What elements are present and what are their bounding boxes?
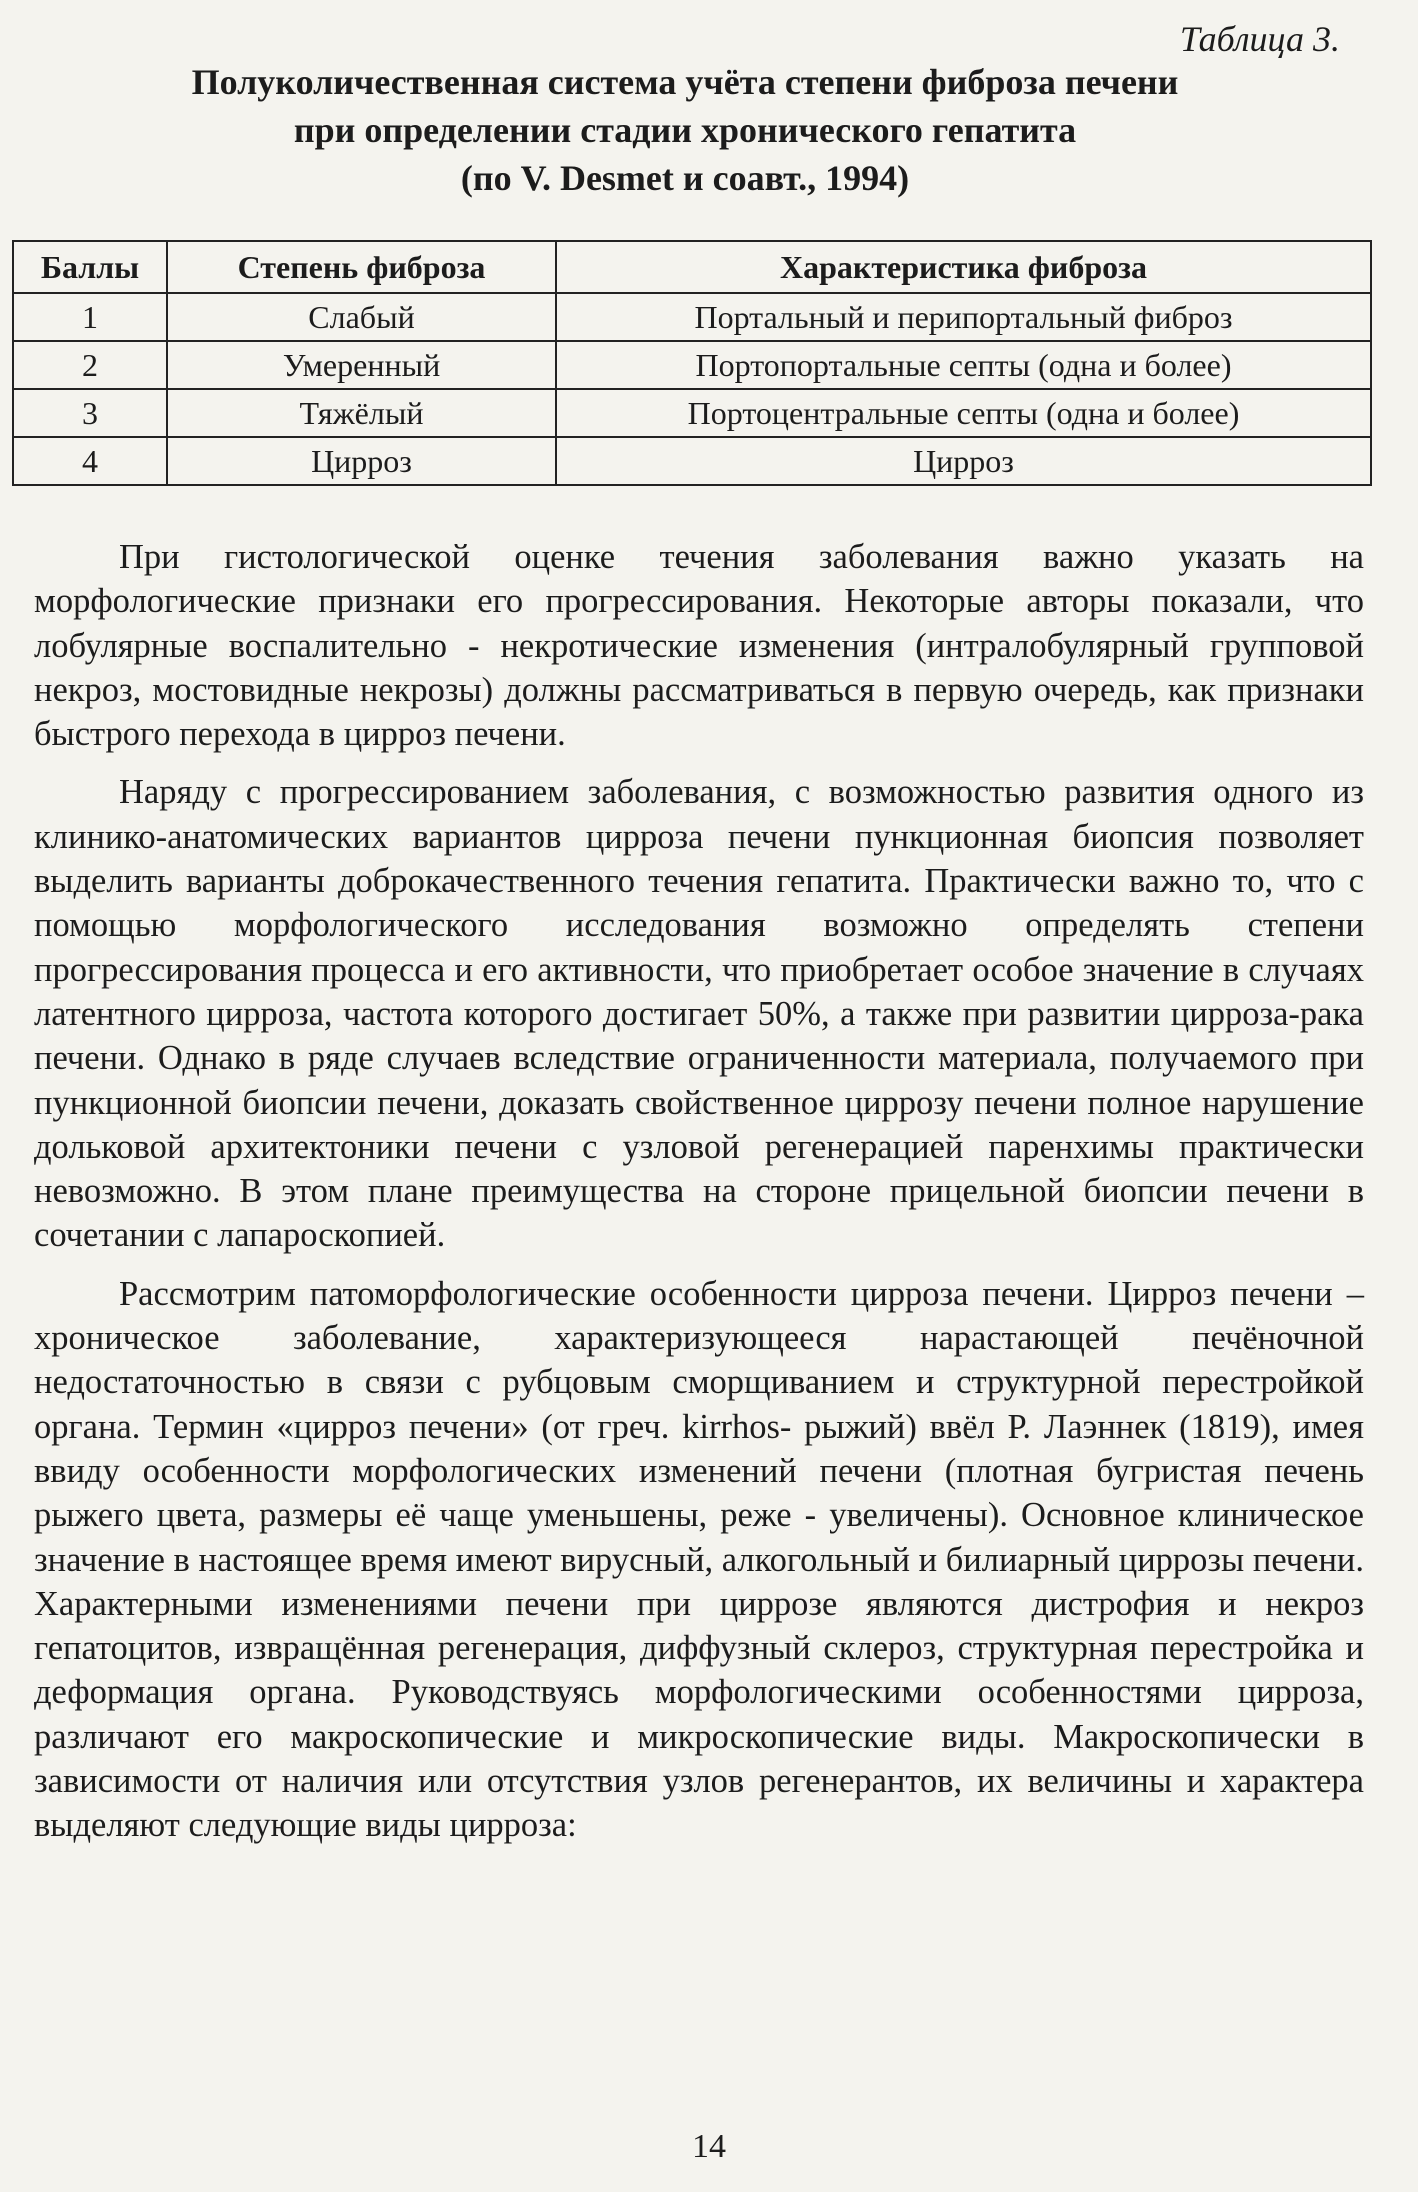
header-score: Баллы xyxy=(13,241,167,293)
fibrosis-table xyxy=(12,240,1372,486)
header-degree: Степень фиброза xyxy=(167,241,556,293)
cell-degree: Умеренный xyxy=(167,341,556,389)
cell-score: 4 xyxy=(13,437,167,485)
cell-degree: Слабый xyxy=(167,293,556,341)
cell-characteristic: Портальный и перипортальный фиброз xyxy=(556,293,1371,341)
cell-degree: Тяжёлый xyxy=(167,389,556,437)
title-line: Полуколичественная система учёта степени фиброза печени xyxy=(191,62,1179,102)
paragraph: Рассмотрим патоморфологические особенности цирроза печени. Цирроз печени – хроническое заболевание, характеризующееся нарастающей печёночной недостаточностью в связи с рубцовым сморщиванием и структурной перестройкой органа. Термин «цирроз печени» (от греч. kirrhos- рыжий) ввёл Р. Лаэннек (1819), имея ввиду особенности морфологических изменений печени (плотная бугристая печень рыжего цвета, размеры её чаще уменьшены, реже - увеличены). Основное клиническое значение в настоящее время имеют вирусный, алкогольный и билиарный циррозы печени. Характерными изменениями печени при циррозе являются дистрофия и некроз гепатоцитов, извращённая регенерация, диффузный склероз, структурная перестройка и деформация органа. Руководствуясь морфологическими особенностями цирроза, различают его макроскопические и микроскопические виды. Макроскопически в зависимости от наличия или отсутствия узлов регенерантов, их величины и характера выделяют следующие виды цирроза: xyxy=(34,1274,1364,1845)
cell-degree: Цирроз xyxy=(167,437,556,485)
cell-score: 1 xyxy=(13,293,167,341)
cell-characteristic: Портоцентральные септы (одна и более) xyxy=(556,389,1371,437)
cell-score: 3 xyxy=(13,389,167,437)
cell-characteristic: Портопортальные септы (одна и более) xyxy=(556,341,1371,389)
table-label: Таблица 3. xyxy=(1179,19,1340,59)
table-header-row xyxy=(13,241,1371,293)
header-characteristic: Характеристика фиброза xyxy=(556,241,1371,293)
table-row xyxy=(13,293,1371,341)
table-row xyxy=(13,389,1371,437)
title-line: при определении стадии хронического гепатита xyxy=(293,110,1077,150)
table-title xyxy=(60,58,1310,202)
paragraph: При гистологической оценке течения заболевания важно указать на морфологические признаки его прогрессирования. Некоторые авторы показали, что лобулярные воспалительно - некротические изменения (интралобулярный групповой некроз, мостовидные некрозы) должны рассматриваться в первую очередь, как признаки быстрого перехода в цирроз печени. xyxy=(34,538,1364,754)
paragraph: Наряду с прогрессированием заболевания, с возможностью развития одного из клинико-анатомических вариантов цирроза печени пункционная биопсия позволяет выделить варианты доброкачественного течения гепатита. Практически важно то, что с помощью морфологического исследования возможно определять степени прогрессирования процесса и его активности, что приобретает особое значение в случаях латентного цирроза, частота которого достигает 50%, а также при развитии цирроза-рака печени. Однако в ряде случаев вследствие ограниченности материала, получаемого при пункционной биопсии печени, доказать свойственное циррозу печени полное нарушение дольковой архитектоники печени с узловой регенерацией паренхимы практически невозможно. В этом плане преимущества на стороне прицельной биопсии печени в сочетании с лапароскопией. xyxy=(34,773,1364,1255)
table-row xyxy=(13,341,1371,389)
title-line: (по V. Desmet и соавт., 1994) xyxy=(460,158,910,198)
cell-score: 2 xyxy=(13,341,167,389)
cell-characteristic: Цирроз xyxy=(556,437,1371,485)
table-row xyxy=(13,437,1371,485)
body-text xyxy=(34,535,1364,1862)
page-number: 14 xyxy=(692,2128,726,2165)
